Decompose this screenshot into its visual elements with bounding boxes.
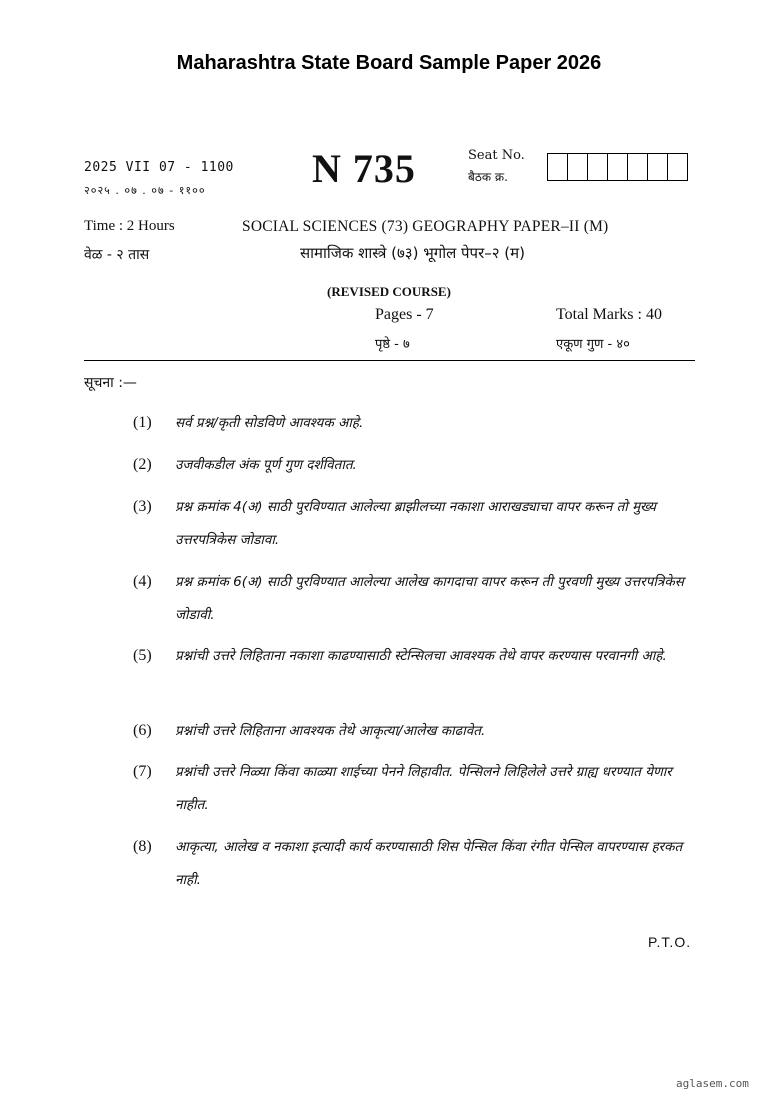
watermark: aglasem.com [676, 1077, 749, 1090]
exam-code-en: 2025 VII 07 - 1100 [84, 160, 234, 175]
total-marks-mr: एकूण गुण - ४० [556, 337, 630, 352]
seat-box [588, 154, 608, 180]
divider [84, 360, 695, 361]
seat-box [648, 154, 668, 180]
instruction-number: (2) [133, 456, 152, 473]
instruction-text: प्रश्न क्रमांक 4(अ) साठी पुरविण्यात आलेल्या ब्राझीलच्या नकाशा आराखड्याचा वापर करून तो मुख्य उत्तरपत्रिकेस जोडावा. [175, 499, 656, 548]
instruction-number: (4) [133, 573, 152, 590]
seat-label-en: Seat No. [468, 148, 525, 163]
seat-box [568, 154, 588, 180]
seat-label-mr: बैठक क्र. [468, 170, 508, 184]
instruction-number: (8) [133, 838, 152, 855]
pages-en: Pages - 7 [375, 306, 434, 323]
time-en: Time : 2 Hours [84, 218, 175, 234]
exam-code-mr: २०२५ . ०७ . ०७ - ११०० [84, 184, 206, 197]
course-label: (REVISED COURSE) [327, 284, 451, 299]
instructions-heading: सूचना :— [84, 375, 137, 391]
time-mr: वेळ - २ तास [84, 247, 150, 263]
seat-box [628, 154, 648, 180]
total-marks-en: Total Marks : 40 [556, 306, 662, 323]
instruction-number: (7) [133, 763, 152, 780]
seat-number-boxes [547, 153, 688, 181]
instruction-text: आकृत्या, आलेख व नकाशा इत्यादी कार्य करण्यासाठी शिस पेन्सिल किंवा रंगीत पेन्सिल वापरण्यास हरकत नाही. [175, 839, 683, 888]
instruction-text: प्रश्नांची उत्तरे निळ्या किंवा काळ्या शाईच्या पेनने लिहावीत. पेन्सिलने लिहिलेले उत्तरे ग्राह्य धरण्यात येणार नाहीत. [175, 764, 672, 813]
pto-label: P.T.O. [648, 934, 692, 950]
seat-box [668, 154, 687, 180]
paper-code: N 735 [312, 146, 416, 191]
document-title: Maharashtra State Board Sample Paper 2026 [176, 52, 602, 74]
instruction-number: (1) [133, 414, 152, 431]
instruction-number: (6) [133, 722, 152, 739]
subject-mr: सामाजिक शास्त्रे (७३) भूगोल पेपर–२ (म) [300, 244, 525, 262]
instruction-text: प्रश्नांची उत्तरे लिहिताना नकाशा काढण्यासाठी स्टेन्सिलचा आवश्यक तेथे वापर करण्यास परवानगी आहे. [175, 648, 667, 664]
instruction-text: सर्व प्रश्न/कृती सोडविणे आवश्यक आहे. [175, 415, 364, 431]
instruction-number: (5) [133, 647, 152, 664]
instruction-text: प्रश्नांची उत्तरे लिहिताना आवश्यक तेथे आकृत्या/आलेख काढावेत. [175, 723, 486, 739]
subject-en: SOCIAL SCIENCES (73) GEOGRAPHY PAPER–II (M) [242, 218, 609, 235]
instruction-text: प्रश्न क्रमांक 6(अ) साठी पुरविण्यात आलेल्या आलेख कागदाचा वापर करून ती पुरवणी मुख्य उत्तरपत्रिकेस जोडावी. [175, 574, 684, 623]
pages-mr: पृष्ठे - ७ [375, 337, 410, 352]
seat-box [548, 154, 568, 180]
seat-box [608, 154, 628, 180]
instruction-number: (3) [133, 498, 152, 515]
instruction-text: उजवीकडील अंक पूर्ण गुण दर्शवितात. [175, 457, 357, 473]
